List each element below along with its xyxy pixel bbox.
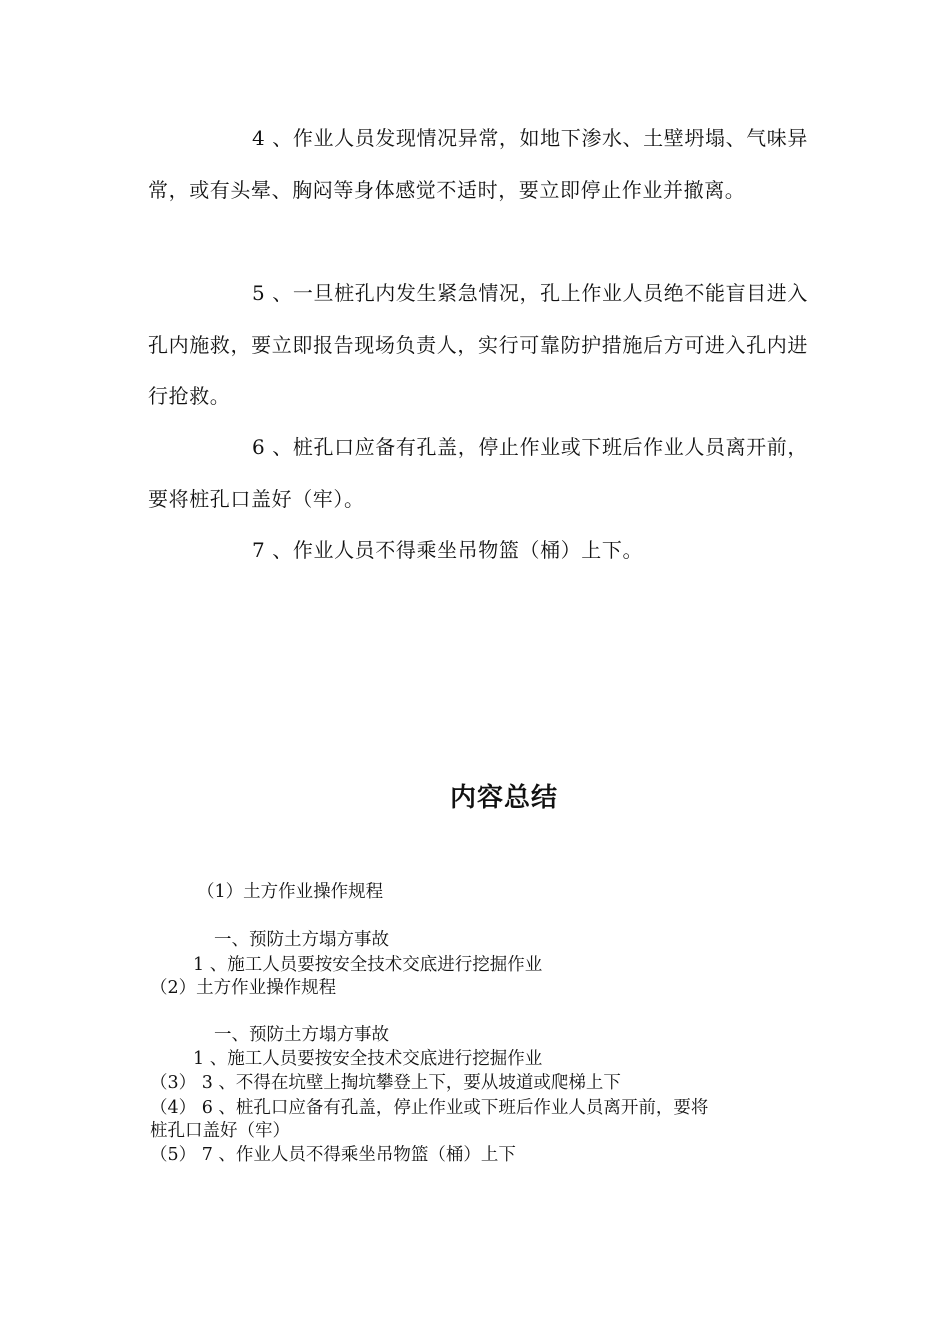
summary-section-2-heading: （2）土方作业操作规程 <box>150 978 337 998</box>
summary-section-2-item: 1 、施工人员要按安全技术交底进行挖掘作业 <box>193 1049 543 1069</box>
summary-line-3: （3） 3 、不得在坑壁上掏坑攀登上下，要从坡道或爬梯上下 <box>150 1073 621 1093</box>
summary-title: 内容总结 <box>449 783 558 813</box>
summary-section-1-subheading: 一、预防土方塌方事故 <box>214 930 389 950</box>
summary-line-5: （5） 7 、作业人员不得乘坐吊物篮（桶）上下 <box>150 1145 516 1165</box>
summary-line-4-continued: 桩孔口盖好（牢） <box>150 1121 290 1141</box>
summary-line-4: （4） 6 、桩孔口应备有孔盖，停止作业或下班后作业人员离开前，要将 <box>150 1098 709 1118</box>
summary-section-2-subheading: 一、预防土方塌方事故 <box>214 1025 389 1045</box>
paragraph-item-4: 4 、作业人员发现情况异常，如地下渗水、土壁坍塌、气味异常，或有头晕、胸闷等身体感觉不适时，要立即停止作业并撤离。 <box>148 126 808 202</box>
paragraph-item-5: 5 、一旦桩孔内发生紧急情况，孔上作业人员绝不能盲目进入孔内施救，要立即报告现场负责人，实行可靠防护措施后方可进入孔内进行抢救。 <box>148 281 808 408</box>
paragraph-item-6: 6 、桩孔口应备有孔盖，停止作业或下班后作业人员离开前，要将桩孔口盖好（牢）。 <box>148 435 808 511</box>
paragraph-item-7: 7 、作业人员不得乘坐吊物篮（桶）上下。 <box>252 538 644 562</box>
summary-section-1-heading: （1）土方作业操作规程 <box>197 882 384 902</box>
summary-section-1-item: 1 、施工人员要按安全技术交底进行挖掘作业 <box>193 955 543 975</box>
